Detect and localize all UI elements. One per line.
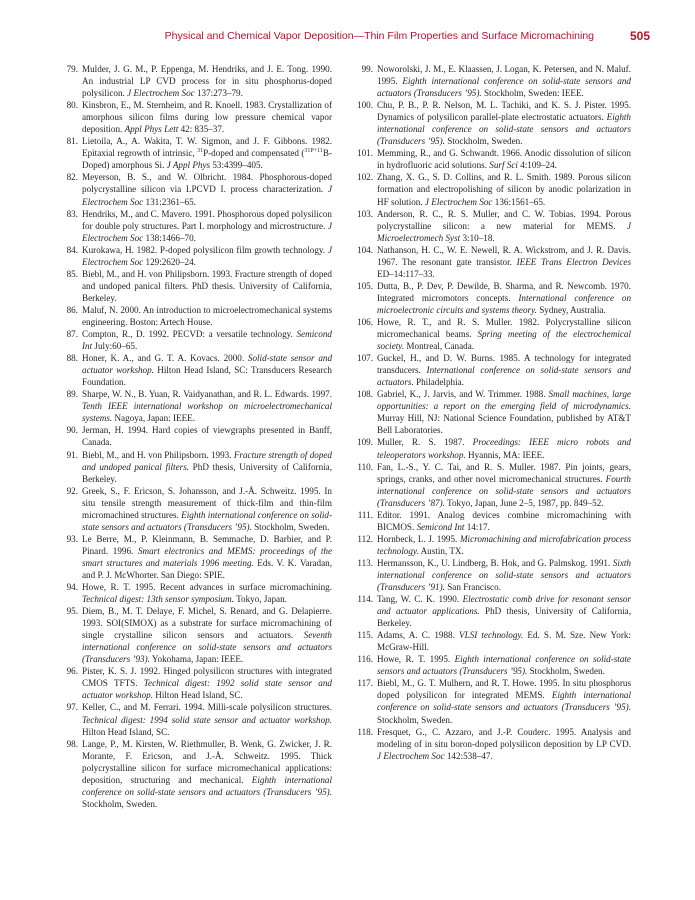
- reference-entry: [60, 304, 332, 328]
- reference-source-italic: J Electrochem Soc: [424, 196, 493, 207]
- reference-text: 3:10–18.: [460, 232, 495, 243]
- reference-source-italic: Tenth IEEE international workshop on microelectromechanical systems.: [82, 401, 332, 424]
- reference-entry: [355, 436, 631, 460]
- reference-entry: [60, 449, 332, 485]
- reference-text: Anderson, R. C., R. S. Muller, and C. W. Tobias. 1994. Porous polycrystalline silicon: a new material for MEMS.: [377, 208, 631, 231]
- reference-text: 14:17.: [464, 521, 490, 532]
- reference-text: 53:4399–405.: [210, 160, 263, 171]
- reference-source-italic: Eighth international conference on solid-state sensors and actuators (Transducers ’95).: [82, 774, 332, 797]
- reference-text: P-doped and compensated (: [203, 148, 305, 159]
- reference-text: Montreal, Canada.: [404, 341, 475, 352]
- reference-source-italic: Eighth international conference on solid-state sensors and actuators (Transducers ’95).: [377, 112, 631, 147]
- reference-text: Stockholm, Sweden.: [377, 714, 453, 725]
- reference-entry: [60, 135, 332, 171]
- reference-entry: [60, 738, 332, 810]
- reference-number: 97.: [66, 702, 78, 713]
- running-header-title: Physical and Chemical Vapor Deposition—Thin Film Properties and Surface Micromachining: [164, 30, 594, 42]
- reference-source-italic: Fourth international conference on solid-state sensors and actuators (Transducers ’87).: [377, 473, 631, 508]
- reference-text: Hyannis, MA: IEEE.: [465, 449, 545, 460]
- reference-source-italic: VLSI technology.: [459, 630, 524, 641]
- reference-entry: [355, 629, 631, 653]
- reference-source-italic: Semicond Int: [416, 521, 465, 532]
- reference-text: Nathanson, H. C., W. E. Newell, R. A. Wickstrom, and J. R. Davis. 1967. The resonant gate transistor.: [377, 244, 631, 267]
- reference-number: 85.: [66, 268, 78, 279]
- reference-number: 79.: [66, 64, 78, 74]
- reference-number: 103.: [357, 208, 373, 219]
- reference-source-italic: Surf Sci: [489, 160, 518, 171]
- reference-number: 89.: [66, 389, 78, 400]
- reference-text: Philadelphia.: [413, 377, 464, 388]
- reference-text: Memming, R., and G. Schwandt. 1966. Anodic dissolution of silicon in hydrofluoric acid solutions.: [377, 148, 631, 171]
- reference-number: 84.: [66, 244, 78, 255]
- reference-entry: [60, 244, 332, 268]
- reference-source-italic: J Electrochem Soc: [127, 88, 195, 99]
- reference-text: Hilton Head Island, SC.: [152, 690, 243, 701]
- reference-text: Eds. V. K. Varadan, and P. J. McWhorter. San Diego: SPIE.: [82, 557, 333, 580]
- reference-entry: [355, 99, 631, 147]
- reference-source-italic: J Electrochem Soc: [82, 184, 332, 207]
- reference-text: PhD thesis, University of California, Berkeley.: [82, 461, 332, 484]
- running-header: [60, 30, 650, 46]
- reference-entry: [60, 208, 332, 244]
- reference-number: 86.: [66, 304, 78, 315]
- reference-source-italic: J Electrochem Soc: [82, 220, 332, 243]
- reference-number: 87.: [66, 329, 78, 340]
- reference-text: Muller, R. S. 1987.: [377, 437, 473, 448]
- page-number: 505: [629, 29, 650, 43]
- reference-text: Kinsbron, E., M. Sternheim, and R. Knoell. 1983. Crystallization of amorphous silicon films during low pressure chemical vapor deposition.: [82, 100, 332, 135]
- reference-entry: [60, 328, 332, 352]
- reference-entry: [355, 726, 631, 762]
- reference-text: Murray Hill, NJ: National Science Foundation, published by AT&T Bell Laboratories.: [377, 413, 631, 436]
- reference-text: B-Doped) amorphous Si.: [82, 148, 332, 171]
- reference-entry: [355, 461, 631, 509]
- reference-text: Stockholm, Sweden.: [82, 798, 158, 809]
- reference-text: Meyerson, B. S., and W. Olbricht. 1984. Phosphorous-doped polycrystalline silicon via LPCVD I. process characterization.: [82, 172, 332, 195]
- reference-number: 94.: [66, 582, 78, 593]
- reference-text: Tang, W. C. K. 1990.: [377, 594, 463, 605]
- reference-source-italic: Eighth international conference on solid-state sensors and actuators (Transducers ’95).: [377, 76, 631, 99]
- reference-text: Dutta, B., P. Dev, P. Dewilde, B. Sharma, and R. Newcomb. 1970. Integrated micromotors concepts.: [377, 280, 631, 303]
- reference-number: 109.: [357, 437, 373, 448]
- reference-source-italic: Seventh international conference on solid-state sensors and actuators (Transducers ’93).: [82, 630, 332, 665]
- reference-text: 137:273–79.: [194, 88, 243, 99]
- reference-text: Stockholm, Sweden: IEEE.: [481, 88, 584, 99]
- reference-text: 129:2620–24.: [143, 256, 196, 267]
- reference-entry: [355, 244, 631, 280]
- reference-entry: [60, 605, 332, 665]
- reference-text: Tokyo, Japan.: [234, 594, 287, 605]
- reference-source-italic: Micromachining and microfabrication process technology.: [377, 533, 631, 556]
- reference-text: Howe, R. T. 1995.: [377, 654, 455, 665]
- reference-text: Lietoila, A., A. Wakita, T. W. Sigmon, and J. F. Gibbons. 1982. Epitaxial regrowth of intrinsic,: [82, 136, 332, 159]
- reference-text: 138:1466–70.: [143, 232, 196, 243]
- reference-number: 92.: [66, 485, 78, 496]
- reference-text: 42: 835–37.: [178, 124, 225, 135]
- reference-entry: [60, 665, 332, 701]
- reference-entry: [355, 388, 631, 436]
- reference-source-italic: Eighth international conference on solid-state sensors and actuators (Transducers ’95).: [377, 690, 632, 713]
- reference-source-italic: Solid-state sensor and actuator workshop.: [82, 353, 333, 376]
- reference-entry: [355, 509, 631, 533]
- reference-entry: [60, 533, 332, 581]
- reference-text: Fan, L.-S., Y. C. Tai, and R. S. Muller. 1987. Pin joints, gears, springs, cranks, and other novel micromechanical structures.: [377, 461, 631, 484]
- reference-number: 88.: [66, 353, 78, 364]
- reference-number: 102.: [357, 172, 373, 183]
- reference-number: 114.: [357, 594, 373, 605]
- reference-number: 115.: [357, 630, 373, 641]
- reference-text: Jerman, H. 1994. Hard copies of viewgraphs presented in Banff, Canada.: [82, 425, 332, 448]
- reference-entry: [60, 388, 332, 424]
- reference-source-italic: Eighth international conference on solid-state sensors and actuators (Transducers ’95).: [377, 654, 631, 677]
- reference-text: Stockholm, Sweden.: [527, 666, 605, 677]
- reference-text: Hilton Head Island, SC: Transducers Research Foundation.: [82, 365, 332, 388]
- reference-text: PhD thesis, University of California, Berkeley.: [377, 606, 631, 629]
- reference-text: 131:2361–65.: [143, 196, 196, 207]
- reference-text: Diem, B., M. T. Delaye, F. Michel, S. Renard, and G. Delapierre. 1993. SOI(SIMOX) as a substrate for surface micromachining of single crystalline silicon sensors and actuators.: [82, 606, 332, 641]
- reference-number: 90.: [66, 425, 78, 436]
- reference-entry: [60, 63, 332, 99]
- reference-number: 116.: [357, 654, 373, 665]
- reference-text: Nagoya, Japan: IEEE.: [112, 413, 196, 424]
- reference-text: Gabriel, K., J. Jarvis, and W. Trimmer. 1988.: [377, 389, 549, 400]
- reference-text: Pister, K. S. J. 1992. Hinged polysilicon structures with integrated CMOS TFTS.: [82, 666, 332, 689]
- reference-text: Stockholm, Sweden.: [251, 521, 330, 532]
- reference-number: 118.: [357, 726, 373, 737]
- reference-text: Adams, A. C. 1988.: [377, 630, 459, 641]
- reference-text: Chu, P. B., P. R. Nelson, M. L. Tachiki, and K. S. J. Pister. 1995. Dynamics of polysilicon parallel-plate electrostatic actuators.: [377, 100, 631, 123]
- reference-number: 83.: [66, 208, 78, 219]
- reference-source-italic: International conference on microelectronic circuits and systems theory.: [377, 292, 632, 315]
- reference-text: Biebl, M., and H. von Philipsborn. 1993. Fracture strength of doped and undoped panical filters. PhD thesis. University of California, Berkeley.: [82, 268, 332, 303]
- reference-entry: [355, 677, 631, 725]
- reference-text: Editor. 1991. Analog devices combine micromachining with BICMOS.: [377, 509, 631, 532]
- reference-source-italic: Fracture strength of doped and undoped panical filters.: [82, 449, 332, 472]
- reference-text: 142:538–47.: [444, 750, 493, 761]
- reference-source-italic: Smart electronics and MEMS: proceedings of the smart structures and materials 1996 meeting.: [82, 545, 332, 568]
- reference-number: 80.: [66, 100, 78, 111]
- reference-entry: [355, 316, 631, 352]
- reference-source-italic: Spring meeting of the electrochemical society.: [377, 329, 631, 352]
- reference-source-italic: Semicond Int: [82, 329, 332, 352]
- reference-entry: [60, 424, 332, 448]
- reference-entry: [60, 352, 332, 388]
- reference-text: Guckel, H., and D. W. Burns. 1985. A technology for integrated transducers.: [377, 353, 631, 376]
- reference-text: Kurokawa, H. 1982. P-doped polysilicon film growth technology.: [82, 244, 328, 255]
- reference-entry: [355, 557, 631, 593]
- reference-text: Lange, P., M. Kirsten, W. Riethmuller, B. Wenk, G. Zwicker, J. R. Morante, F. Ericson, and J.-Å. Schweitz. 1995. Thick polycrystalline silicon for surface micromechanical applications: deposition, structuring and mechanical.: [82, 738, 332, 785]
- reference-text: Stockholm, Sweden.: [444, 136, 523, 147]
- reference-text: Ed. S. M. Sze. New York: McGraw-Hill.: [377, 630, 632, 653]
- reference-source-italic: Appl Phys Lett: [124, 124, 179, 135]
- reference-text: Zhang, X. G., S. D. Collins, and R. L. Smith. 1989. Porous silicon formation and electropolishing of silicon by anodic polarization in HF solution.: [377, 172, 631, 207]
- reference-number: 91.: [66, 449, 78, 460]
- reference-text: Fresquet, G., C. Azzaro, and J.-P. Couderc. 1995. Analysis and modeling of in situ boron-doped polysilicon deposition by LP CVD.: [377, 726, 631, 749]
- reference-text: 4:109–24.: [517, 160, 557, 171]
- reference-text: Mulder, J. G. M., P. Eppenga, M. Hendriks, and J. E. Tong. 1990. An industrial LP CVD process for in situ phosphorus-doped polysilicon.: [82, 64, 332, 99]
- reference-text: 136:1561–65.: [492, 196, 546, 207]
- reference-entry: [355, 147, 631, 171]
- reference-text: Hilton Head Island, SC.: [82, 726, 170, 737]
- reference-number: 98.: [66, 738, 78, 749]
- reference-source-italic: Proceedings: IEEE micro robots and teleoperators workshop.: [377, 437, 631, 460]
- reference-superscript: 31P+11: [304, 148, 323, 155]
- reference-entry: [355, 171, 631, 207]
- reference-text: Honer, K. A., and G. T. A. Kovacs. 2000.: [82, 353, 248, 364]
- reference-text: Howe, R. T., and R. S. Muller. 1982. Polycrystalline silicon micromechanical beams.: [377, 316, 631, 340]
- reference-entry: [60, 171, 332, 207]
- reference-number: 106.: [357, 316, 373, 327]
- reference-source-italic: Small machines, large opportunities: a report on the emerging field of microdynamics.: [377, 389, 631, 412]
- reference-number: 108.: [357, 389, 373, 400]
- reference-source-italic: Sixth international conference on solid-state sensors and actuators (Transducers ’91).: [377, 557, 631, 593]
- reference-entry: [355, 352, 631, 388]
- reference-text: Maluf, N. 2000. An introduction to microelectromechanical systems engineering. Boston: Artech House.: [82, 304, 332, 327]
- reference-number: 104.: [357, 244, 373, 255]
- reference-number: 111.: [357, 509, 373, 520]
- reference-number: 101.: [357, 148, 373, 159]
- reference-entry: [60, 99, 332, 135]
- reference-number: 81.: [66, 136, 78, 147]
- reference-number: 96.: [66, 666, 78, 677]
- reference-text: July:60–65.: [92, 341, 138, 352]
- reference-number: 113.: [357, 557, 373, 568]
- reference-text: Le Berre, M., P. Kleinmann, B. Semmache, D. Barbier, and P. Pinard. 1996.: [82, 533, 332, 556]
- reference-text: ED–14:117–33.: [377, 268, 435, 279]
- reference-column-right: [355, 63, 631, 762]
- reference-entry: [355, 63, 631, 99]
- reference-source-italic: International conference on solid-state sensors and actuators.: [377, 365, 631, 388]
- reference-number: 82.: [66, 172, 78, 183]
- reference-entry: [60, 581, 332, 605]
- reference-text: Biebl, M., G. T. Mulhern, and R. T. Howe. 1995. In situ phosphorus doped polysilicon for integrated MEMS.: [377, 678, 631, 701]
- reference-text: Yokohama, Japan: IEEE.: [149, 654, 244, 665]
- reference-source-italic: J Appl Phys: [166, 160, 211, 171]
- reference-text: Greek, S., F. Ericson, S. Johansson, and J.-Å. Schweitz. 1995. In situ tensile strength measurement of thick-film and thin-film micromachined structures.: [82, 485, 332, 520]
- reference-text: Tokyo, Japan, June 2–5, 1987, pp. 849–52.: [444, 497, 604, 508]
- reference-number: 112.: [357, 533, 373, 544]
- reference-number: 117.: [357, 678, 373, 689]
- reference-text: Hendriks, M., and C. Mavero. 1991. Phosphorous doped polysilicon for double poly structures. Part I. morphology and microstructure.: [82, 208, 332, 231]
- reference-source-italic: Technical digest: 1992 solid state sensor and actuator workshop.: [82, 678, 332, 701]
- reference-number: 110.: [357, 461, 373, 472]
- reference-number: 105.: [357, 280, 373, 291]
- reference-text: Keller, C., and M. Ferrari. 1994. Milli-scale polysilicon structures.: [82, 702, 332, 713]
- reference-text: Biebl, M., and H. von Philipsborn. 1993.: [82, 449, 234, 460]
- reference-text: San Francisco.: [444, 582, 501, 593]
- reference-entry: [355, 533, 631, 557]
- reference-text: Hermansson, K., U. Lindberg, B. Hok, and G. Palmskog. 1991.: [377, 557, 613, 568]
- reference-entry: [60, 485, 332, 533]
- reference-text: Compton, R., D. 1992. PECVD: a versatile technology.: [82, 329, 297, 340]
- reference-entry: [355, 593, 631, 629]
- reference-number: 100.: [357, 100, 373, 111]
- reference-source-italic: Eighth international conference on solid-state sensors and actuators (Transducers ’95).: [82, 509, 332, 532]
- reference-entry: [355, 208, 631, 244]
- reference-source-italic: Technical digest: 1994 solid state sensor and actuator workshop.: [82, 714, 332, 725]
- reference-text: Austin, TX.: [418, 545, 464, 556]
- reference-source-italic: Technical digest: 13th sensor symposium.: [82, 594, 234, 605]
- reference-entry: [355, 653, 631, 677]
- reference-number: 107.: [357, 353, 373, 364]
- reference-source-italic: IEEE Trans Electron Devices: [516, 256, 631, 267]
- reference-source-italic: J Electrochem Soc: [82, 244, 332, 267]
- reference-superscript: 31: [197, 148, 204, 155]
- reference-entry: [60, 701, 332, 737]
- reference-source-italic: J Electrochem Soc: [377, 750, 445, 761]
- reference-entry: [355, 280, 631, 316]
- reference-number: 93.: [66, 533, 78, 544]
- reference-text: Sharpe, W. N., B. Yuan, R. Vaidyanathan, and R. L. Edwards. 1997.: [82, 389, 332, 400]
- reference-source-italic: J Microelectromech Syst: [377, 220, 631, 243]
- reference-number: 95.: [66, 606, 78, 617]
- reference-text: Sydney, Australia.: [536, 304, 606, 315]
- reference-text: Hornbeck, L. J. 1995.: [377, 533, 460, 544]
- reference-entry: [60, 268, 332, 304]
- reference-source-italic: Electrostatic comb drive for resonant sensor and actuator applications.: [377, 594, 631, 617]
- reference-text: Howe, R. T. 1995. Recent advances in surface micromachining.: [82, 582, 332, 593]
- reference-text: Noworolski, J. M., E. Klaassen, J. Logan, K. Petersen, and N. Maluf. 1995.: [377, 64, 631, 87]
- reference-column-left: [60, 63, 332, 810]
- reference-number: 99.: [361, 64, 373, 74]
